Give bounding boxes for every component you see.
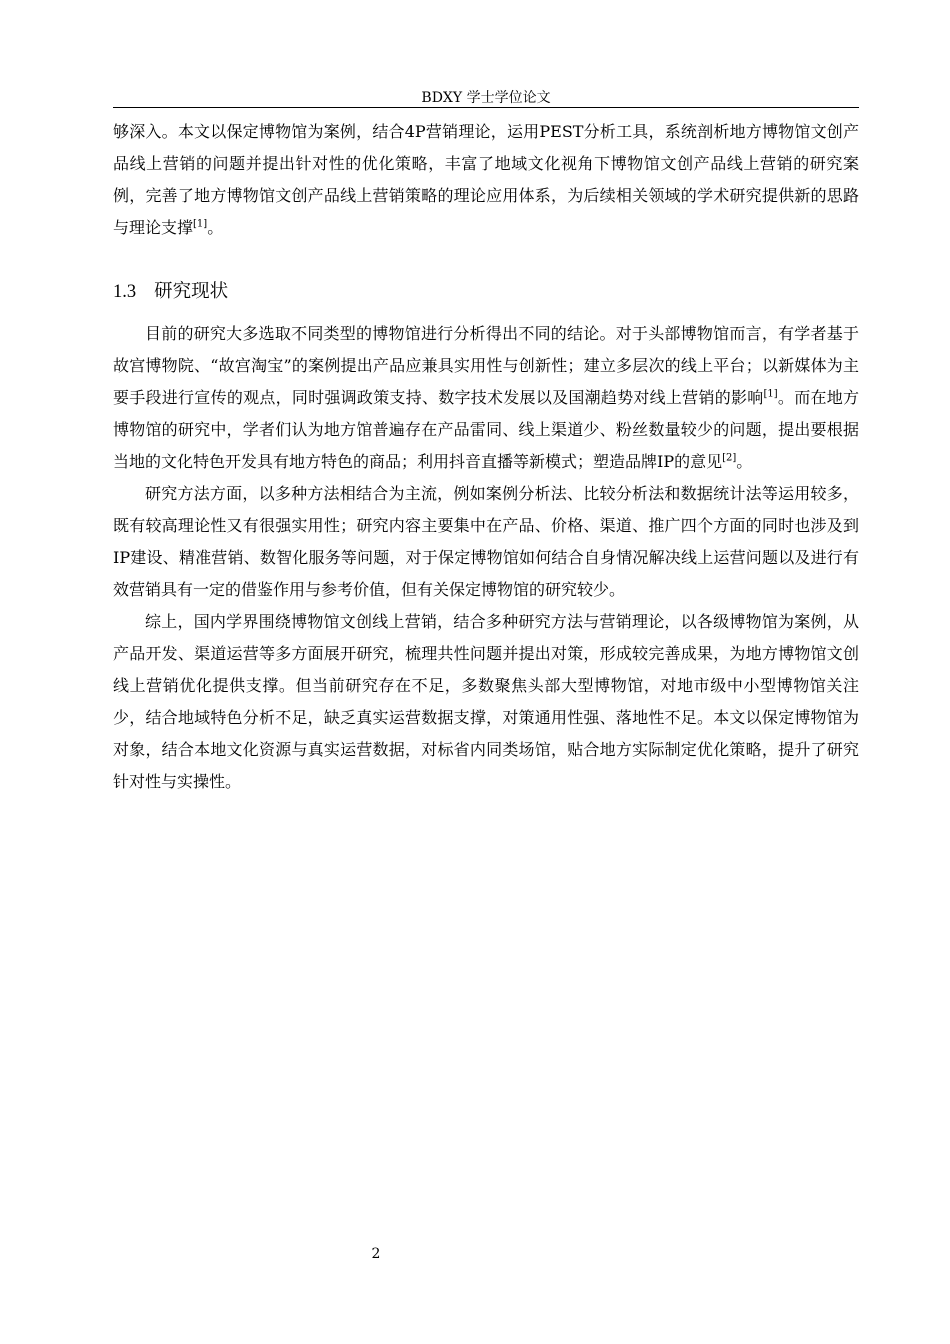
section-number: 1.3	[113, 282, 137, 302]
page-body	[113, 116, 859, 798]
citation-ref: [1]	[763, 388, 778, 400]
citation-ref: [1]	[193, 218, 208, 230]
section-heading	[113, 276, 859, 308]
page-number: 2	[371, 1246, 381, 1262]
header-divider	[113, 107, 859, 108]
paragraph-research-status	[113, 318, 859, 478]
paragraph-research-methods	[113, 478, 859, 606]
section-title: 研究现状	[154, 281, 229, 302]
running-header: BDXY 学士学位论文	[421, 90, 551, 106]
paragraph-continuation	[113, 116, 859, 244]
paragraph-text: 研究方法方面，以多种方法相结合为主流，例如案例分析法、比较分析法和数据统计法等运用较多，既有较高理论性又有很强实用性；研究内容主要集中在产品、价格、渠道、推广四个方面的同时也涉及到IP建设、精准营销、数智化服务等问题，对于保定博物馆如何结合自身情况解决线上运营问题以及进行有效营销具有一定的借鉴作用与参考价值，但有关保定博物馆的研究较少。	[113, 484, 859, 599]
paragraph-text: 。而在地方博物馆的研究中，学者们认为地方馆普遍存在产品雷同、线上渠道少、粉丝数量较少的问题，提出要根据当地的文化特色开发具有地方特色的商品；利用抖音直播等新模式；塑造品牌IP的意见	[113, 388, 859, 471]
citation-ref: [2]	[722, 452, 737, 464]
paragraph-text: 够深入。本文以保定博物馆为案例，结合4P营销理论，运用PEST分析工具，系统剖析地方博物馆文创产品线上营销的问题并提出针对性的优化策略，丰富了地域文化视角下博物馆文创产品线上营销的研究案例，完善了地方博物馆文创产品线上营销策略的理论应用体系，为后续相关领域的学术研究提供新的思路与理论支撑	[113, 122, 859, 237]
paragraph-end: 。	[736, 452, 753, 471]
paragraph-end: 。	[207, 218, 224, 237]
paragraph-text: 目前的研究大多选取不同类型的博物馆进行分析得出不同的结论。对于头部博物馆而言，有学者基于故宫博物院、“故宫淘宝”的案例提出产品应兼具实用性与创新性；建立多层次的线上平台；以新媒体为主要手段进行宣传的观点，同时强调政策支持、数字技术发展以及国潮趋势对线上营销的影响	[113, 324, 859, 407]
paragraph-text: 综上，国内学界围绕博物馆文创线上营销，结合多种研究方法与营销理论，以各级博物馆为案例，从产品开发、渠道运营等多方面展开研究，梳理共性问题并提出对策，形成较完善成果，为地方博物馆文创线上营销优化提供支撑。但当前研究存在不足，多数聚焦头部大型博物馆，对地市级中小型博物馆关注少，结合地域特色分析不足，缺乏真实运营数据支撑，对策通用性强、落地性不足。本文以保定博物馆为对象，结合本地文化资源与真实运营数据，对标省内同类场馆，贴合地方实际制定优化策略，提升了研究针对性与实操性。	[113, 612, 859, 791]
paragraph-summary	[113, 606, 859, 798]
